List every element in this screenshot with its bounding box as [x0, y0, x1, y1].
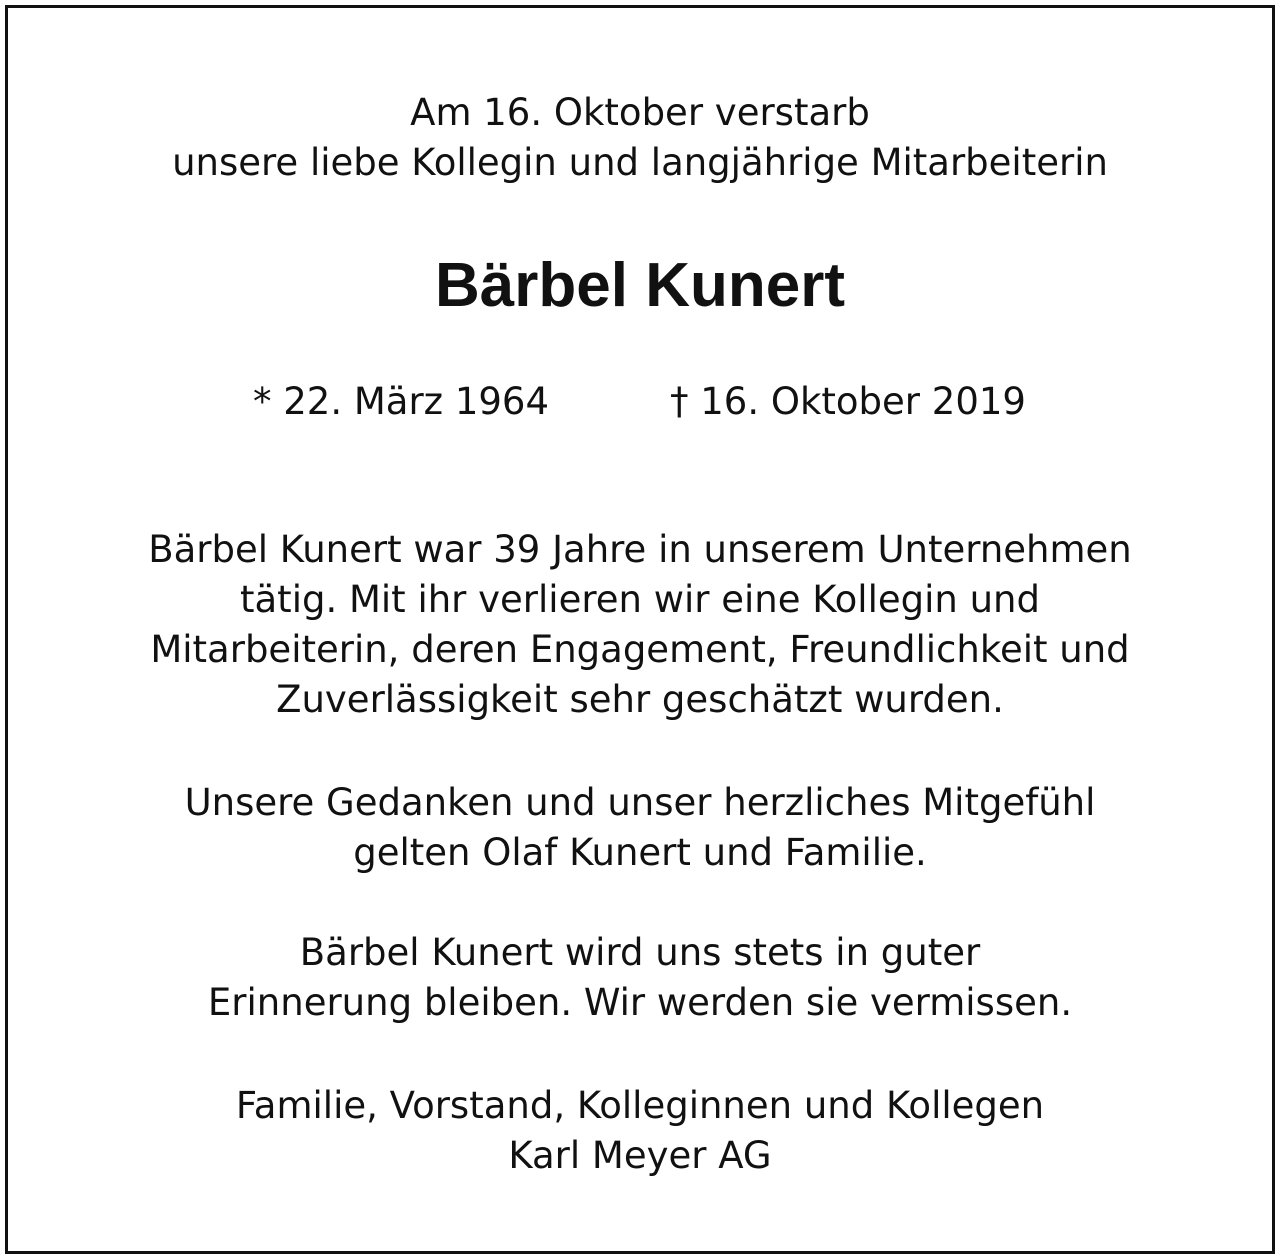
condolence-line: Unsere Gedanken und unser herzliches Mitgefühl [184, 781, 1096, 824]
tribute-line: Zuverlässigkeit sehr geschätzt wurden. [276, 678, 1004, 721]
remembrance-line: Bärbel Kunert wird uns stets in guter [299, 931, 981, 974]
life-dates [8, 376, 1272, 428]
obituary-notice [5, 5, 1275, 1254]
tribute-line: Bärbel Kunert war 39 Jahre in unserem Unternehmen [148, 528, 1132, 571]
company-name: Karl Meyer AG [508, 1134, 772, 1177]
tribute-line: Mitarbeiterin, deren Engagement, Freundlichkeit und [150, 628, 1130, 671]
remembrance-line: Erinnerung bleiben. Wir werden sie vermissen. [207, 981, 1073, 1024]
deceased-name: Bärbel Kunert [435, 251, 845, 320]
condolence-line: gelten Olaf Kunert und Familie. [353, 831, 927, 874]
signature-line: Familie, Vorstand, Kolleginnen und Kollegen [235, 1084, 1045, 1127]
tribute-line: tätig. Mit ihr verlieren wir eine Kollegin und [240, 578, 1040, 621]
intro-line-2: unsere liebe Kollegin und langjährige Mitarbeiterin [172, 141, 1108, 184]
death-date: † 16. Oktober 2019 [670, 380, 1026, 423]
birth-date: * 22. März 1964 [253, 380, 550, 423]
intro-line-1: Am 16. Oktober verstarb [410, 91, 870, 134]
